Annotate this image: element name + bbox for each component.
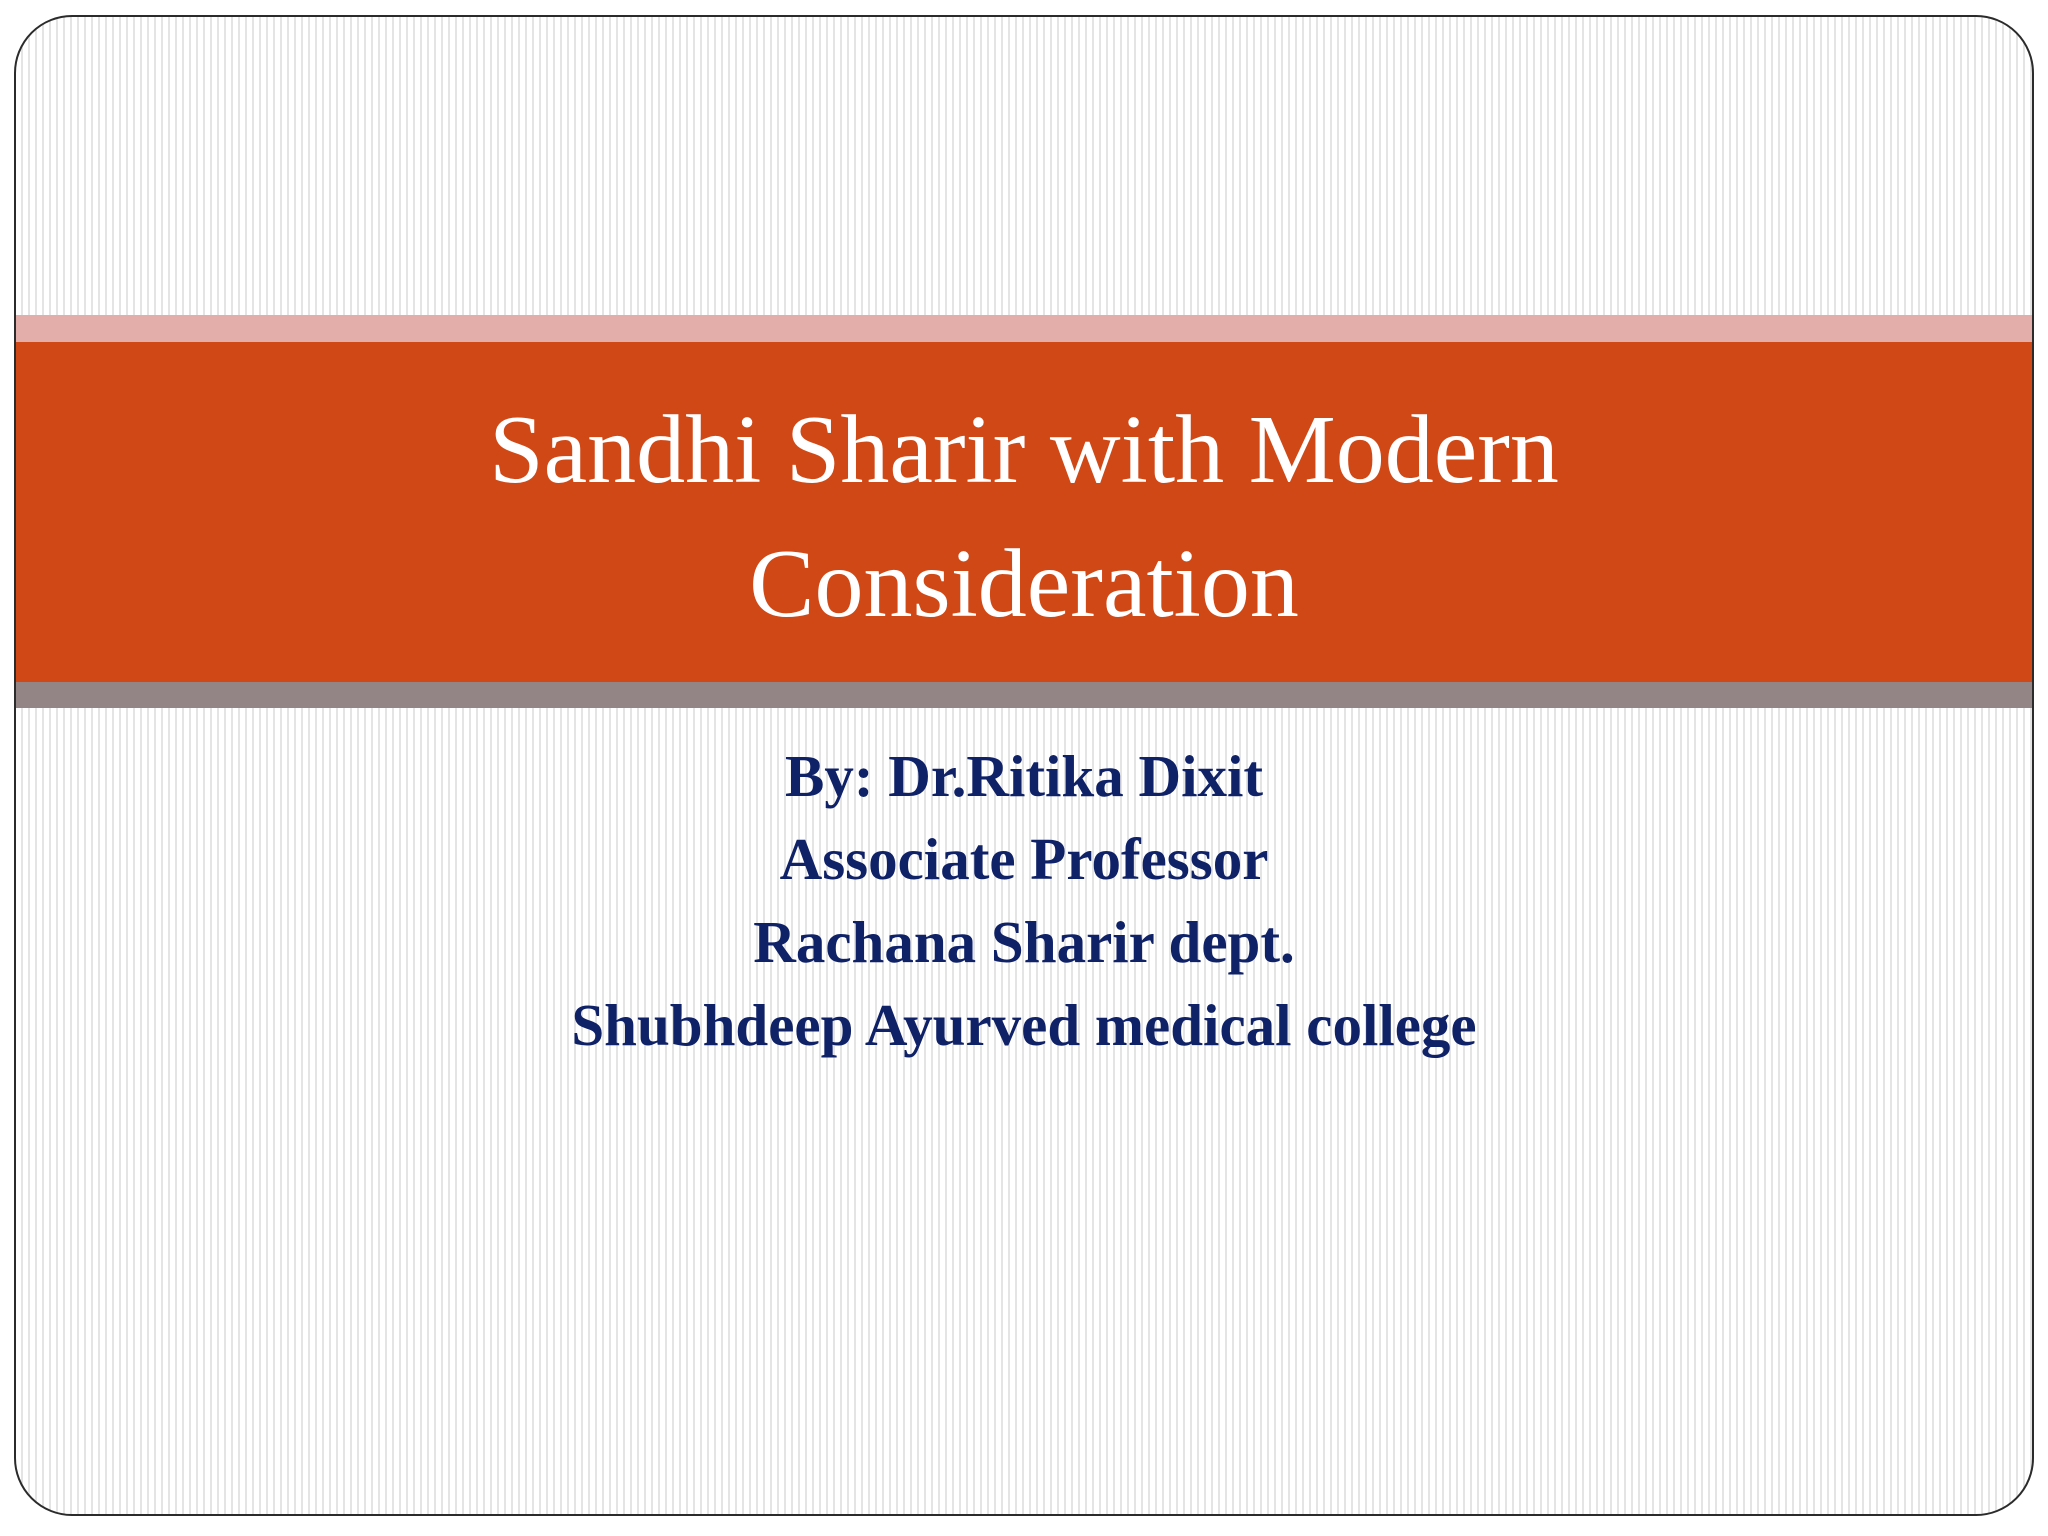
institution-line: Shubhdeep Ayurved medical college	[571, 992, 1477, 1058]
slide-subtitle	[16, 735, 2032, 1067]
department-line: Rachana Sharir dept.	[753, 909, 1295, 975]
slide-title	[489, 373, 1559, 651]
author-line: By: Dr.Ritika Dixit	[784, 743, 1264, 809]
title-band-top-stripe	[16, 315, 2032, 342]
slide-title-line: Sandhi Sharir with Modern	[489, 396, 1559, 504]
title-band	[16, 342, 2032, 682]
title-band-bottom-stripe	[16, 682, 2032, 708]
slide-title-line: Consideration	[749, 530, 1299, 638]
slide	[14, 15, 2034, 1516]
designation-line: Associate Professor	[779, 826, 1269, 892]
